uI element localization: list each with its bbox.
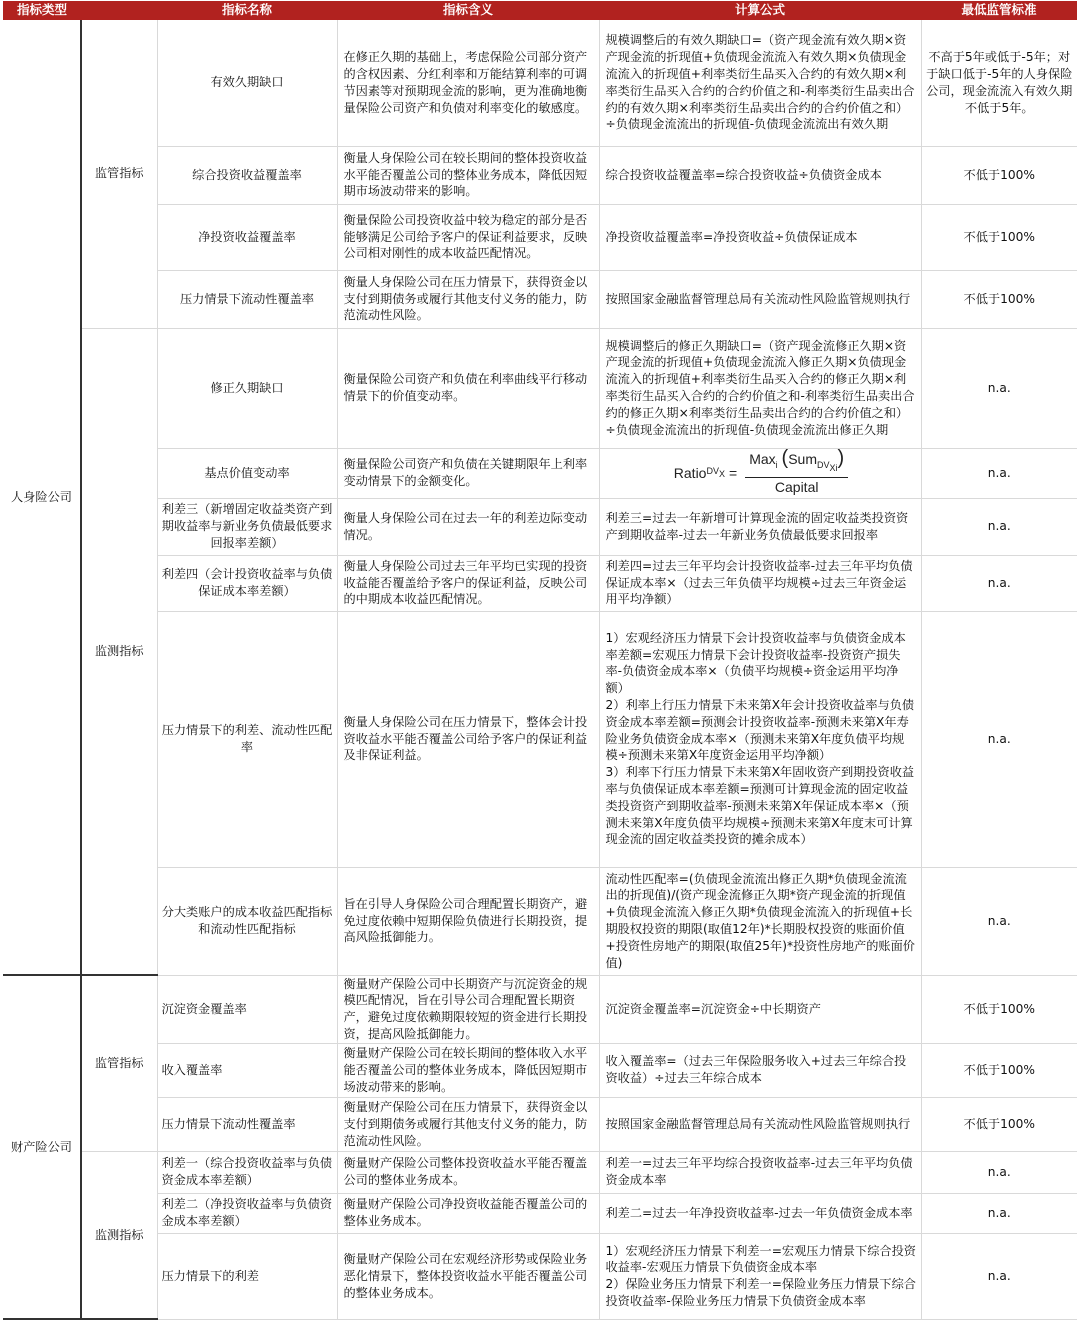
- table-row: [3, 555, 1077, 611]
- indicator-standard: 不低于100%: [921, 270, 1077, 328]
- indicator-standard: n.a.: [921, 1193, 1077, 1233]
- indicator-name: 基点价值变动率: [157, 448, 337, 498]
- indicator-name: 分大类账户的成本收益匹配指标和流动性匹配指标: [157, 867, 337, 975]
- indicator-meaning: 衡量保险公司资产和负债在关键期限年上利率变动情景下的金额变化。: [337, 448, 599, 498]
- indicator-meaning: 衡量财产保险公司在宏观经济形势或保险业务恶化情景下，整体投资收益水平能否覆盖公司的整体业务成本。: [337, 1233, 599, 1319]
- indicator-formula: 利差四=过去三年平均会计投资收益率-过去三年平均负债保证成本率×（过去三年负债平均规模÷过去三年资金运用平均净额）: [599, 555, 921, 611]
- indicator-formula: 净投资收益覆盖率=净投资收益÷负债保证成本: [599, 204, 921, 270]
- indicator-formula: 综合投资收益覆盖率=综合投资收益÷负债资金成本: [599, 146, 921, 204]
- formula-ratio: Ratio: [673, 464, 707, 481]
- indicator-meaning: 衡量人身保险公司在压力情景下，获得资金以支付到期债务或履行其他支付义务的能力，防范流动性风险。: [337, 270, 599, 328]
- formula-sum: Sum: [788, 450, 817, 467]
- table-row: [3, 498, 1077, 555]
- indicator-meaning: 衡量保险公司投资收益中较为稳定的部分是否能够满足公司给予客户的保证利益要求，反映公司相对刚性的成本收益匹配情况。: [337, 204, 599, 270]
- indicator-name: 净投资收益覆盖率: [157, 204, 337, 270]
- indicator-meaning: 衡量财产保险公司整体投资收益水平能否覆盖公司的整体业务成本。: [337, 1151, 599, 1193]
- indicator-standard: n.a.: [921, 555, 1077, 611]
- indicator-meaning: 衡量财产保险公司在较长期间的整体收入水平能否覆盖公司的整体业务成本，降低因短期市场波动带来的影响。: [337, 1043, 599, 1097]
- indicator-formula: 1）宏观经济压力情景下利差一=宏观压力情景下综合投资收益率-宏观压力情景下负债资金成本率 2）保险业务压力情景下利差一=保险业务压力情景下综合投资收益率-保险业务压力情景下负债资金成本率: [599, 1233, 921, 1319]
- indicator-name: 综合投资收益覆盖率: [157, 146, 337, 204]
- indicator-formula: 按照国家金融监督管理总局有关流动性风险监管规则执行: [599, 270, 921, 328]
- formula-sum-subsub: Xi: [829, 462, 838, 473]
- formula-ratio-subsub: X: [718, 469, 725, 479]
- indicator-formula: 1）宏观经济压力情景下会计投资收益率与负债资金成本率差额=宏观压力情景下会计投资收益率-投资资产损失率-负债资金成本率×（负债平均规模÷资金运用平均净额） 2）利率上行压力情景下未来第X年会计投资收益率与负债资金成本率差额=预测会计投资收益率-预测未来第X年寿险业务负债资金成本率×（预测未来第X年度负债平均规模÷预测未来第X年度资金运用平均净额） 3）利率下行压力情景下未来第X年固收资产到期投资收益率与负债保证成本率差额=预测可计算现金流的固定收益类投资资产到期收益率-预测未来第X年保证成本率×（预测未来第X年度负债平均规模÷预测未来第X年度末可计算现金流的固定收益类投资的摊余成本）: [599, 611, 921, 867]
- indicator-name: 压力情景下流动性覆盖率: [157, 1097, 337, 1151]
- header-type: 指标类型: [3, 1, 81, 20]
- header-name: 指标名称: [157, 1, 337, 20]
- table-row: [3, 448, 1077, 498]
- table-row: [3, 328, 1077, 448]
- indicator-formula: 沉淀资金覆盖率=沉淀资金÷中长期资产: [599, 975, 921, 1043]
- table-row: [3, 867, 1077, 975]
- table-row: [3, 1097, 1077, 1151]
- indicator-standard: n.a.: [921, 867, 1077, 975]
- table-row: [3, 20, 1077, 146]
- indicator-name: 利差一（综合投资收益率与负债资金成本率差额）: [157, 1151, 337, 1193]
- indicator-meaning: 衡量财产保险公司在压力情景下，获得资金以支付到期债务或履行其他支付义务的能力，防范流动性风险。: [337, 1097, 599, 1151]
- header-meaning: 指标含义: [337, 1, 599, 20]
- indicator-meaning: 衡量财产保险公司中长期资产与沉淀资金的规模匹配情况，旨在引导公司合理配置长期资产，避免过度依赖期限较短的资金进行长期投资，提高风险抵御能力。: [337, 975, 599, 1043]
- indicator-standard: n.a.: [921, 498, 1077, 555]
- indicator-standard: 不低于100%: [921, 975, 1077, 1043]
- indicator-standard: 不低于100%: [921, 146, 1077, 204]
- header-formula: 计算公式: [599, 1, 921, 20]
- category-pc-monitoring: 监测指标: [81, 1151, 157, 1319]
- indicator-meaning: 衡量保险公司资产和负债在利率曲线平行移动情景下的价值变动率。: [337, 328, 599, 448]
- formula-denominator: Capital: [774, 479, 819, 496]
- formula-fraction: $\frac{Max_i (Sum_{DV_{Xi}})}{\text{Capital}}$: [745, 450, 848, 496]
- indicator-name: 利差四（会计投资收益率与负债保证成本率差额）: [157, 555, 337, 611]
- indicator-standard: 不低于100%: [921, 1097, 1077, 1151]
- indicator-name: 利差二（净投资收益率与负债资金成本率差额）: [157, 1193, 337, 1233]
- indicator-standard: n.a.: [921, 448, 1077, 498]
- regulatory-indicator-table: [3, 1, 1077, 1320]
- category-life-supervision: 监管指标: [81, 20, 157, 328]
- table-row: [3, 1043, 1077, 1097]
- header-category: [81, 1, 157, 20]
- indicator-name: 沉淀资金覆盖率: [157, 975, 337, 1043]
- indicator-formula: 规模调整后的有效久期缺口=（资产现金流有效久期×资产现金流的折现值+负债现金流流入有效久期×负债现金流流入的折现值+利率类衍生品买入合约的有效久期×利率类衍生品买入合约的合约价值之和-利率类衍生品卖出合约的有效久期×利率类衍生品卖出合约的合约价值之和）÷负债现金流流出的折现值-负债现金流流出有效久期: [599, 20, 921, 146]
- indicator-formula: 规模调整后的修正久期缺口=（资产现金流修正久期×资产现金流的折现值+负债现金流流入修正久期×负债现金流流入的折现值+利率类衍生品买入合约的修正久期×利率类衍生品买入合约的合约价值之和-利率类衍生品卖出合约的修正久期×利率类衍生品卖出合约的合约价值之和）÷负债现金流流出的折现值-负债现金流流出修正久期: [599, 328, 921, 448]
- indicator-standard: n.a.: [921, 611, 1077, 867]
- indicator-name: 收入覆盖率: [157, 1043, 337, 1097]
- category-life-monitoring: 监测指标: [81, 328, 157, 975]
- table-row: [3, 204, 1077, 270]
- table-row: [3, 1193, 1077, 1233]
- table-row: [3, 270, 1077, 328]
- indicator-name: 有效久期缺口: [157, 20, 337, 146]
- indicator-meaning: 衡量人身保险公司在压力情景下，整体会计投资收益水平能否覆盖公司给予客户的保证利益及非保证利益。: [337, 611, 599, 867]
- table-row: [3, 1233, 1077, 1319]
- indicator-meaning: 旨在引导人身保险公司合理配置长期资产，避免过度依赖中短期保险负债进行长期投资，提高风险抵御能力。: [337, 867, 599, 975]
- table-row: [3, 146, 1077, 204]
- indicator-formula: 利差一=过去三年平均综合投资收益率-过去三年平均负债资金成本率: [599, 1151, 921, 1193]
- indicator-name: 压力情景下的利差、流动性匹配率: [157, 611, 337, 867]
- indicator-standard: n.a.: [921, 1233, 1077, 1319]
- formula-max: Max: [749, 450, 776, 467]
- indicator-name: 压力情景下流动性覆盖率: [157, 270, 337, 328]
- table-row: [3, 611, 1077, 867]
- indicator-name: 压力情景下的利差: [157, 1233, 337, 1319]
- indicator-formula: 流动性匹配率=(负债现金流流出修正久期*负债现金流流出的折现值)/(资产现金流修正久期*资产现金流的折现值+负债现金流流入修正久期*负债现金流流入的折现值+长期股权投资的期限(取值12年)*长期股权投资的账面价值+投资性房地产的期限(取值25年)*投资性房地产的账面价值): [599, 867, 921, 975]
- indicator-name: 利差三（新增固定收益类资产到期收益率与新业务负债最低要求回报率差额）: [157, 498, 337, 555]
- category-pc-supervision: 监管指标: [81, 975, 157, 1151]
- indicator-standard: 不低于100%: [921, 204, 1077, 270]
- indicator-formula: 利差三=过去一年新增可计算现金流的固定收益类投资资产到期收益率-过去一年新业务负债最低要求回报率: [599, 498, 921, 555]
- indicator-formula: 利差二=过去一年净投资收益率-过去一年负债资金成本率: [599, 1193, 921, 1233]
- header-standard: 最低监管标准: [921, 1, 1077, 20]
- indicator-standard: n.a.: [921, 328, 1077, 448]
- formula-sum-sub: DV: [817, 459, 830, 470]
- table-row: [3, 1151, 1077, 1193]
- indicator-name: 修正久期缺口: [157, 328, 337, 448]
- header-row: [3, 1, 1077, 20]
- group-pc-insurer: 财产险公司: [3, 975, 81, 1319]
- indicator-meaning: 衡量人身保险公司过去三年平均已实现的投资收益能否覆盖给予客户的保证利益，反映公司的中期成本收益匹配情况。: [337, 555, 599, 611]
- indicator-formula: 收入覆盖率=（过去三年保险服务收入+过去三年综合投资收益）÷过去三年综合成本: [599, 1043, 921, 1097]
- indicator-formula: 按照国家金融监督管理总局有关流动性风险监管规则执行: [599, 1097, 921, 1151]
- indicator-standard: 不高于5年或低于-5年；对于缺口低于-5年的人身保险公司，现金流流入有效久期不低于5年。: [921, 20, 1077, 146]
- indicator-meaning: 衡量人身保险公司在过去一年的利差边际变动情况。: [337, 498, 599, 555]
- group-life-insurer: 人身险公司: [3, 20, 81, 975]
- indicator-meaning: 衡量人身保险公司在较长期间的整体投资收益水平能否覆盖公司的整体业务成本，降低因短期市场波动带来的影响。: [337, 146, 599, 204]
- indicator-formula-math: Ratio $DV_X$ = $\frac{Max_i (Sum_{DV_{Xi}})}{\text{Capital}}$: [599, 448, 921, 498]
- indicator-meaning: 衡量财产保险公司净投资收益能否覆盖公司的整体业务成本。: [337, 1193, 599, 1233]
- formula-max-sub: i: [775, 459, 778, 470]
- formula-ratio-sub: DV: [706, 466, 719, 477]
- indicator-standard: 不低于100%: [921, 1043, 1077, 1097]
- indicator-meaning: 在修正久期的基础上，考虑保险公司部分资产的含权因素、分红利率和万能结算利率的可调节因素等对预期现金流的影响，更为准确地衡量保险公司资产和负债对利率变化的敏感度。: [337, 20, 599, 146]
- indicator-standard: n.a.: [921, 1151, 1077, 1193]
- table-row: [3, 975, 1077, 1043]
